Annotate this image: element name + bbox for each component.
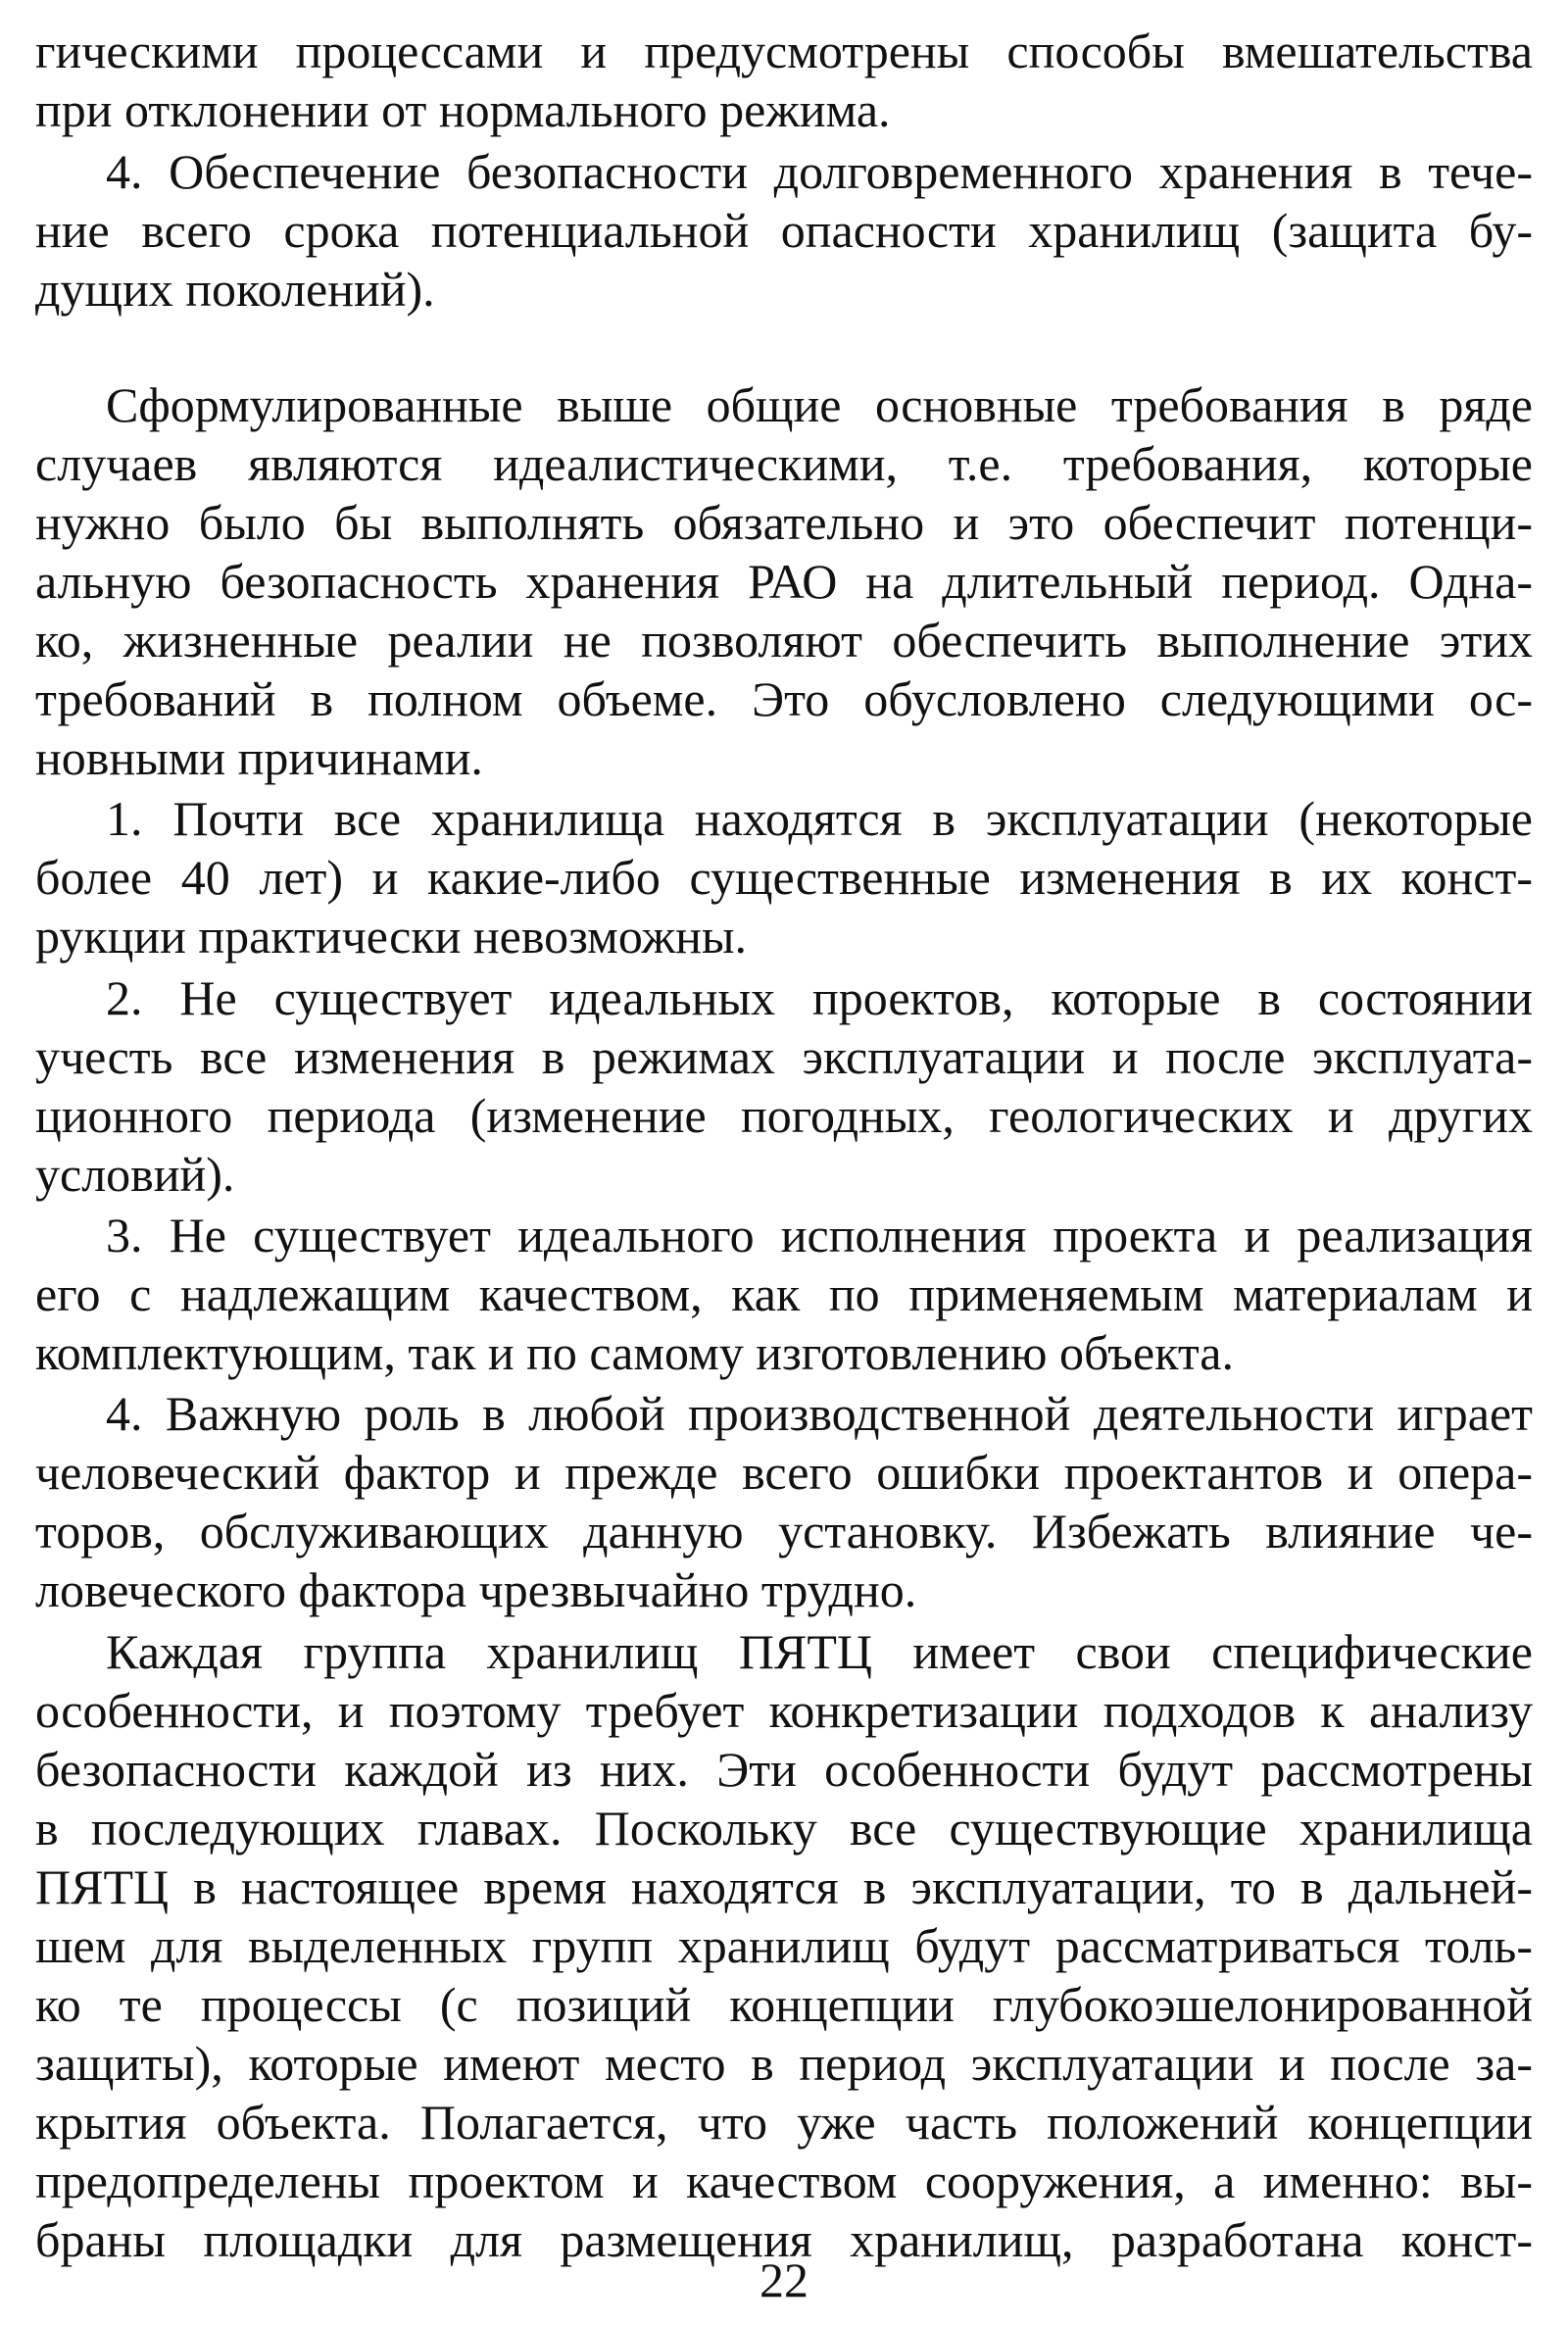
text-line: требований в полном объеме. Это обусловлено следующими ос- xyxy=(35,671,1533,726)
text-line: при отклонении от нормального режима. xyxy=(35,82,891,137)
text-line: случаев являются идеалистическими, т.е. требования, которые xyxy=(35,436,1533,491)
text-line: ловеческого фактора чрезвычайно трудно. xyxy=(35,1562,917,1617)
text-line: альную безопасность хранения РАО на длительный период. Одна- xyxy=(35,554,1533,609)
text-line: 4. Обеспечение безопасности долговременного хранения в тече- xyxy=(106,144,1533,199)
text-line: его с надлежащим качеством, как по применяемым материалам и xyxy=(35,1266,1533,1321)
text-line: ко, жизненные реалии не позволяют обеспечить выполнение этих xyxy=(35,613,1533,668)
text-line: торов, обслуживающих данную установку. Избежать влияние че- xyxy=(35,1504,1533,1559)
text-line: безопасности каждой из них. Эти особенности будут рассмотрены xyxy=(35,1742,1533,1797)
text-line: ПЯТЦ в настоящее время находятся в эксплуатации, то в дальней- xyxy=(35,1859,1533,1914)
text-line: 2. Не существует идеальных проектов, которые в состоянии xyxy=(106,970,1533,1025)
text-line: условий). xyxy=(35,1147,235,1202)
text-line: гическими процессами и предусмотрены способы вмешательства xyxy=(35,24,1533,78)
text-line: предопределены проектом и качеством сооружения, а именно: вы- xyxy=(35,2153,1533,2208)
text-line: дущих поколений). xyxy=(35,262,435,317)
text-line: Сформулированные выше общие основные требования в ряде xyxy=(106,377,1533,432)
text-line: крытия объекта. Полагается, что уже часть положений концепции xyxy=(35,2095,1533,2150)
text-line: 3. Не существует идеального исполнения проекта и реализация xyxy=(106,1208,1533,1262)
text-line: ционного периода (изменение погодных, геологических и других xyxy=(35,1088,1533,1143)
text-line: нужно было бы выполнять обязательно и это обеспечит потенци- xyxy=(35,495,1533,550)
text-line: шем для выделенных групп хранилищ будут рассматриваться толь- xyxy=(35,1918,1533,1973)
text-line: комплектующим, так и по самому изготовлению объекта. xyxy=(35,1325,1234,1380)
text-line: защиты), которые имеют место в период эксплуатации и после за- xyxy=(35,2036,1533,2091)
text-line: более 40 лет) и какие-либо существенные изменения в их конст- xyxy=(35,850,1533,905)
page-number: 22 xyxy=(760,2252,808,2307)
text-line: новными причинами. xyxy=(35,730,483,785)
text-line: Каждая группа хранилищ ПЯТЦ имеет свои специфические xyxy=(106,1624,1533,1679)
text-line: человеческий фактор и прежде всего ошибки проектантов и опера- xyxy=(35,1445,1533,1500)
text-line: 4. Важную роль в любой производственной деятельности играет xyxy=(106,1386,1533,1441)
text-line: рукции практически невозможны. xyxy=(35,909,747,964)
text-line: в последующих главах. Поскольку все существующие хранилища xyxy=(35,1801,1533,1856)
text-line: ко те процессы (с позиций концепции глубокоэшелонированной xyxy=(35,1977,1533,2032)
text-line: ние всего срока потенциальной опасности хранилищ (защита бу- xyxy=(35,203,1533,258)
text-line: браны площадки для размещения хранилищ, разработана конст- xyxy=(35,2212,1533,2267)
text-line: особенности, и поэтому требует конкретизации подходов к анализу xyxy=(35,1683,1533,1738)
text-line: учесть все изменения в режимах эксплуатации и после эксплуата- xyxy=(35,1029,1533,1084)
text-line: 1. Почти все хранилища находятся в эксплуатации (некоторые xyxy=(106,791,1533,846)
